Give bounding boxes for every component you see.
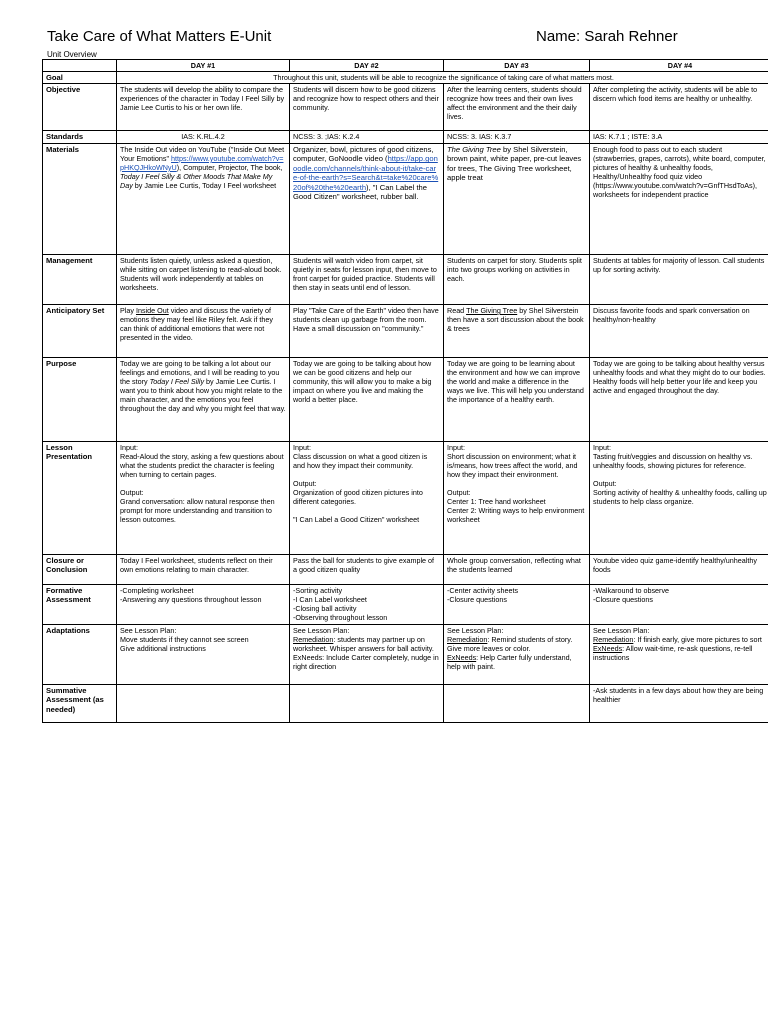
purpose-day2: Today we are going to be talking about how we can be good citizens and help our community, this will allow you to make a big impact on where you live and making the world a better place. [290,357,444,441]
lesson-day2: Input: Class discussion on what a good citizen is and how they impact their community. Output: Organization of good citizen pictures into different categories. "I Can Label a Good Citizen" worksheet [290,441,444,554]
summative-day4: -Ask students in a few days about how they are being healthier [590,684,768,722]
adaptations-day4-remediation-label: Remediation [593,634,634,644]
materials-day1-book-title: Today I Feel Silly & Other Moods That Make My Day [120,171,273,190]
materials-day1 [117,143,290,254]
table-row-objective [43,84,768,131]
adaptations-day4-heading: See Lesson Plan: [593,625,650,635]
author-name: Name: Sarah Rehner [536,28,678,45]
table-row-goal [43,72,768,84]
standards-day3: NCSS: 3. IAS: K.3.7 [444,131,590,143]
adaptations-day3-exneeds-text: : Help Carter fully understand, help with paint. [447,652,572,671]
anticipatory-day1-video-title: Inside Out [135,305,169,315]
lesson-day1: Input: Read-Aloud the story, asking a few questions about what the students predict the character is feeling when turning to certain pages. Output: Grand conversation: allow natural response then prompt for more understanding and transition to lesson outcomes. [117,441,290,554]
management-day4: Students at tables for majority of lesson. Call students up for sorting activity. [590,254,768,304]
row-label-management: Management [43,254,117,304]
anticipatory-day3-book-title: The Giving Tree [466,305,518,315]
adaptations-day2-remediation-text: : students may partner up on worksheet. Whisper answers for ball activity. [293,634,434,653]
adaptations-day2 [290,624,444,684]
adaptations-day4-exneeds-label: ExNeeds [593,643,623,653]
anticipatory-day3-text-b: by Shel Silverstein then have a sort discussion about the book & trees [447,305,584,333]
purpose-day1-book-title: Today I Feel Silly [149,376,205,386]
row-label-purpose: Purpose [43,357,117,441]
materials-day4: Enough food to pass out to each student (strawberries, grapes, carrots), white board, computer, pictures of healthy & unhealthy foods, Healthy/Unhealthy food quiz video (https://www.youtube.com/watch?v=GnfTHsdToAs), worksheets for independent practice [590,143,768,254]
formative-day2: -Sorting activity -I Can Label worksheet -Closing ball activity -Observing throughout lesson [290,584,444,624]
materials-day3-text: by Shel Silverstein, brown paint, white paper, pre-cut leaves for trees, The Giving Tree worksheet, apple treat [447,144,582,183]
objective-day3: After the learning centers, students should recognize how trees and their own lives affect the environment and the their daily lives. [444,84,590,131]
management-day2: Students will watch video from carpet, sit quietly in seats for lesson input, then move to front carpet for guided practice. Students will then stay in seats until end of lesson. [290,254,444,304]
column-header-day3: DAY #3 [444,60,590,72]
objective-day2: Students will discern how to be good citizens and recognize how to respect others and their community. [290,84,444,131]
table-row-purpose [43,357,768,441]
table-row-standards [43,131,768,143]
column-header-day1: DAY #1 [117,60,290,72]
closure-day4: Youtube video quiz game-identify healthy/unhealthy foods [590,554,768,584]
purpose-day3: Today we are going to be learning about the environment and how we can improve the world and make a difference in the ways we live. This will help you understand the importance of a healthy earth. [444,357,590,441]
adaptations-day1: See Lesson Plan: Move students if they cannot see screen Give additional instructions [117,624,290,684]
summative-day1 [117,684,290,722]
row-label-formative-assessment: Formative Assessment [43,584,117,624]
row-label-materials: Materials [43,143,117,254]
adaptations-day4-exneeds-text: : Allow wait-time, re-ask questions, re-tell instructions [593,643,753,662]
adaptations-day4 [590,624,768,684]
adaptations-day3-remediation-text: : Remind students of story. Give more leaves or color. [447,634,573,653]
anticipatory-day1-text-a: Play [120,305,134,315]
goal-text: Throughout this unit, students will be able to recognize the significance of taking care of what matters most. [117,72,768,84]
row-label-lesson-presentation: Lesson Presentation [43,441,117,554]
anticipatory-day2: Play "Take Care of the Earth" video then have students clean up garbage from the room. Have a small discussion on "community." [290,304,444,357]
summative-day2 [290,684,444,722]
adaptations-day2-heading: See Lesson Plan: [293,625,350,635]
column-header-day4: DAY #4 [590,60,768,72]
anticipatory-day3 [444,304,590,357]
adaptations-day2-remediation-label: Remediation [293,634,334,644]
table-row-formative-assessment [43,584,768,624]
table-row-management [43,254,768,304]
lesson-day3: Input: Short discussion on environment; what it is/means, how trees affect the world, and how they impact their environment. Output: Center 1: Tree hand worksheet Center 2: Writing ways to help environment worksheet [444,441,590,554]
closure-day1: Today I Feel worksheet, students reflect on their own emotions relating to main character. [117,554,290,584]
formative-day4: -Walkaround to observe -Closure questions [590,584,768,624]
formative-day3: -Center activity sheets -Closure questions [444,584,590,624]
column-header-day2: DAY #2 [290,60,444,72]
anticipatory-day3-text-a: Read [447,305,465,315]
materials-day1-text-c: by Jamie Lee Curtis, Today I Feel worksheet [134,180,277,190]
column-header-empty [43,60,117,72]
purpose-day4: Today we are going to be talking about healthy versus unhealthy foods and what they might do to our bodies. Healthy foods will help better your life and keep you active and engaged throughout the day. [590,357,768,441]
anticipatory-day1-text-b: video and discuss the variety of emotions they may feel like Riley felt. Ask if they can think of additional emotions that were not presented in the video. [120,305,273,342]
summative-day3 [444,684,590,722]
table-row-summative-assessment [43,684,768,722]
table-row-closure [43,554,768,584]
row-label-closure: Closure or Conclusion [43,554,117,584]
lesson-day4: Input: Tasting fruit/veggies and discussion on healthy vs. unhealthy foods, showing pictures for reference. Output: Sorting activity of healthy & unhealthy foods, calling up students to help class organize. [590,441,768,554]
materials-day2-text-b: ), "I Can Label the Good Citizen" worksheet, rubber ball. [293,182,427,202]
document-subtitle: Unit Overview [47,50,97,59]
document-title: Take Care of What Matters E-Unit [47,28,272,45]
row-label-goal: Goal [43,72,117,84]
materials-day1-text-a: The Inside Out video on YouTube ("Inside Out Meet Your Emotions" [120,144,285,163]
objective-day4: After completing the activity, students will be able to discern which food items are healthy or unhealthy. [590,84,768,131]
row-label-adaptations: Adaptations [43,624,117,684]
adaptations-day2-exneeds: ExNeeds: Include Carter completely, nudge in right direction [293,652,439,671]
table-row-anticipatory-set [43,304,768,357]
management-day3: Students on carpet for story. Students split into two groups working on activities in each. [444,254,590,304]
standards-day1: IAS: K.RL.4.2 [117,131,290,143]
purpose-day1-text-b: by Jamie Lee Curtis. I want you to think about how you might relate to the main character, and the emotions you feel throughout the day and why you might feel that way. [120,376,286,413]
table-row-adaptations [43,624,768,684]
standards-day2: NCSS: 3. ;IAS: K.2.4 [290,131,444,143]
objective-day1: The students will develop the ability to compare the experiences of the character in Today I Feel Silly by Jamie Lee Curtis to his or her own life. [117,84,290,131]
purpose-day1-text-a: Today we are going to be talking a lot about our feelings and emotions, and I will be reading to you the story [120,358,280,386]
table-row-lesson-presentation [43,441,768,554]
management-day1: Students listen quietly, unless asked a question, while sitting on carpet listening to read-aloud book. Students will work independently at tables on worksheets. [117,254,290,304]
unit-overview-table [42,59,768,723]
inside-out-video-link[interactable]: https://www.youtube.com/watch?v=pHKQJHkoWNyU [120,153,284,172]
standards-day4: IAS: K.7.1 ; ISTE: 3.A [590,131,768,143]
closure-day3: Whole group conversation, reflecting what the students learned [444,554,590,584]
materials-day2-text-a: Organizer, bowl, pictures of good citizens, computer, GoNoodle video ( [293,144,434,164]
adaptations-day3-remediation-label: Remediation [447,634,488,644]
table-row-materials [43,143,768,254]
table-header-row [43,60,768,72]
gonoodle-video-link[interactable]: https://app.gonoodle.com/channels/think-about-it/take-care-of-the-earth?s=Search&t=take%20care%20of%20the%20earth [293,154,439,192]
row-label-objective: Objective [43,84,117,131]
materials-day2 [290,143,444,254]
formative-day1: -Completing worksheet -Answering any questions throughout lesson [117,584,290,624]
materials-day1-text-b: ), Computer, Projector, The book, [176,162,283,172]
materials-day3-book-title: The Giving Tree [447,144,501,154]
row-label-summative-assessment: Summative Assessment (as needed) [43,684,117,722]
adaptations-day3-exneeds-label: ExNeeds [447,652,477,662]
adaptations-day4-remediation-text: : If finish early, give more pictures to sort [633,634,762,644]
anticipatory-day4: Discuss favorite foods and spark conversation on healthy/non-healthy [590,304,768,357]
materials-day3 [444,143,590,254]
purpose-day1 [117,357,290,441]
closure-day2: Pass the ball for students to give example of a good citizen quality [290,554,444,584]
row-label-standards: Standards [43,131,117,143]
adaptations-day3 [444,624,590,684]
adaptations-day3-heading: See Lesson Plan: [447,625,504,635]
anticipatory-day1 [117,304,290,357]
row-label-anticipatory-set: Anticipatory Set [43,304,117,357]
